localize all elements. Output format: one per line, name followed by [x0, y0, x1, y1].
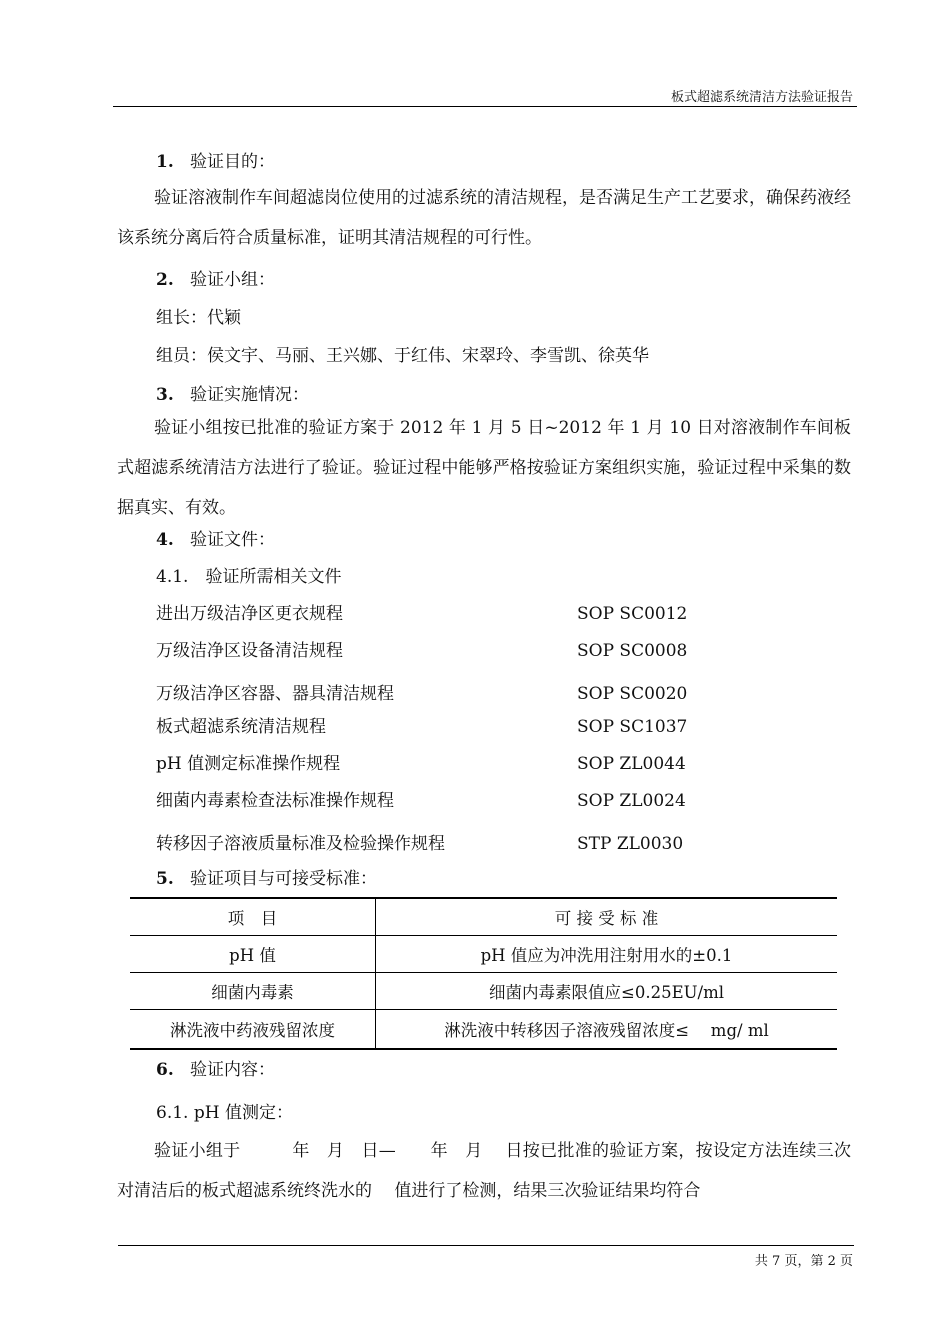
table-cell: pH 值应为冲洗用注射用水的±0.1 [376, 936, 838, 973]
doc-code: SOP SC1037 [577, 717, 688, 737]
section-title: 验证文件： [190, 530, 275, 550]
table-row [130, 973, 837, 1010]
table-cell: 细菌内毒素 [130, 973, 376, 1010]
section-2-heading [156, 270, 275, 290]
section-3-heading [156, 385, 309, 405]
doc-code: SOP ZL0024 [577, 791, 686, 811]
table-header-row [130, 898, 837, 936]
header-rule [113, 106, 857, 107]
table-header-cell: 项 目 [130, 898, 376, 936]
team-members: 组员：侯文宇、马丽、王兴娜、于红伟、宋翠玲、李雪凯、徐英华 [156, 346, 649, 366]
doc-name: 细菌内毒素检查法标准操作规程 [156, 791, 394, 811]
doc-code: SOP SC0020 [577, 684, 688, 704]
doc-code: SOP SC0008 [577, 641, 688, 661]
section-6-1-heading: 6.1. pH 值测定： [156, 1103, 293, 1123]
doc-name: 板式超滤系统清洁规程 [156, 717, 326, 737]
footer-rule [118, 1245, 854, 1246]
doc-name: 转移因子溶液质量标准及检验操作规程 [156, 834, 445, 854]
doc-code: SOP SC0012 [577, 604, 688, 624]
doc-name: 进出万级洁净区更衣规程 [156, 604, 343, 624]
section-5-heading [156, 869, 377, 889]
section-number: 3. [156, 385, 174, 405]
section-title: 验证实施情况： [190, 385, 309, 405]
acceptance-criteria-table [130, 897, 837, 1050]
section-title: 验证项目与可接受标准： [190, 869, 377, 889]
section-title: 验证目的： [190, 152, 275, 172]
doc-code: STP ZL0030 [577, 834, 684, 854]
table-cell: 淋洗液中转移因子溶液残留浓度≤ mg/ ml [376, 1010, 838, 1050]
section-number: 4. [156, 530, 174, 550]
doc-name: pH 值测定标准操作规程 [156, 754, 341, 774]
doc-code: SOP ZL0044 [577, 754, 686, 774]
header-title: 板式超滤系统清洁方法验证报告 [670, 90, 853, 105]
table-header-cell: 可 接 受 标 准 [376, 898, 838, 936]
section-1-body: 验证溶液制作车间超滤岗位使用的过滤系统的清洁规程，是否满足生产工艺要求，确保药液经该系统分离后符合质量标准，证明其清洁规程的可行性。 [117, 188, 851, 248]
section-6-heading [156, 1060, 275, 1080]
section-4-heading [156, 530, 275, 550]
section-title: 验证小组： [190, 270, 275, 290]
section-6-body: 验证小组于 年 月 日— 年 月 日按已批准的验证方案，按设定方法连续三次对清洁后的板式超滤系统终洗水的 值进行了检测，结果三次验证结果均符合 [117, 1141, 851, 1201]
table-cell: 淋洗液中药液残留浓度 [130, 1010, 376, 1050]
table-row [130, 1010, 837, 1050]
section-title: 验证内容： [190, 1060, 275, 1080]
table-cell: 细菌内毒素限值应≤0.25EU/ml [376, 973, 838, 1010]
section-number: 6. [156, 1060, 174, 1080]
section-1-heading [156, 152, 275, 172]
table-cell: pH 值 [130, 936, 376, 973]
section-number: 5. [156, 869, 174, 889]
doc-name: 万级洁净区容器、器具清洁规程 [156, 684, 394, 704]
team-leader: 组长：代颖 [156, 308, 241, 328]
section-number: 2. [156, 270, 174, 290]
section-4-1-heading: 4.1. 验证所需相关文件 [156, 567, 342, 587]
table-row [130, 936, 837, 973]
section-number: 1. [156, 152, 174, 172]
page-number: 共 7 页，第 2 页 [754, 1254, 853, 1269]
doc-name: 万级洁净区设备清洁规程 [156, 641, 343, 661]
section-3-body: 验证小组按已批准的验证方案于 2012 年 1 月 5 日~2012 年 1 月 10 日对溶液制作车间板式超滤系统清洁方法进行了验证。验证过程中能够严格按验证方案组织实施，验证过程中采集的数据真实、有效。 [117, 418, 851, 518]
